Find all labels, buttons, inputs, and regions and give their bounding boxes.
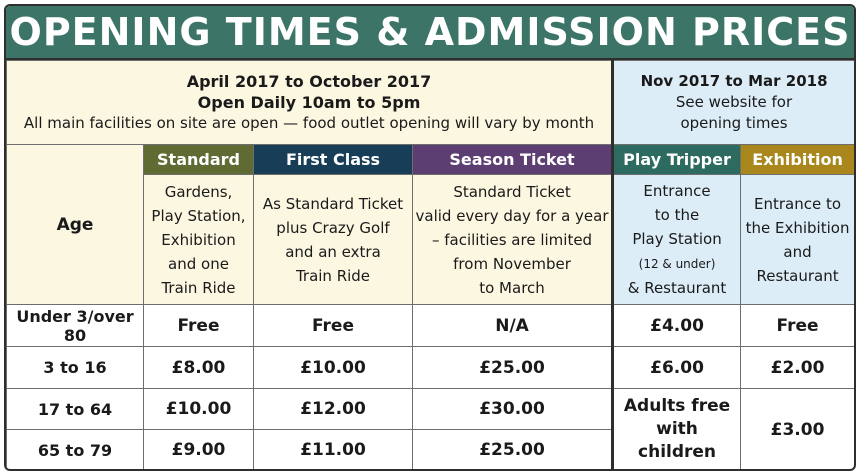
adult-exhibition-price: £3.00 bbox=[741, 389, 855, 471]
desc-line: Entrance bbox=[643, 182, 711, 200]
ticket-header-standard: Standard bbox=[144, 145, 254, 175]
desc-line: to March bbox=[479, 278, 545, 297]
desc-line: Train Ride bbox=[161, 278, 236, 297]
price-cell: £10.00 bbox=[254, 347, 413, 389]
desc-line: valid every day for a year bbox=[415, 206, 609, 225]
price-cell: £9.00 bbox=[144, 430, 254, 471]
price-cell: £8.00 bbox=[144, 347, 254, 389]
desc-line: to the bbox=[654, 206, 700, 224]
desc-line: Gardens, bbox=[164, 182, 233, 201]
desc-line: Restaurant bbox=[756, 266, 839, 285]
price-cell: Free bbox=[254, 305, 413, 347]
price-cell: £25.00 bbox=[413, 430, 613, 471]
ticket-header-play-tripper: Play Tripper bbox=[613, 145, 741, 175]
price-table bbox=[6, 60, 855, 471]
desc-line: Exhibition bbox=[161, 230, 236, 249]
summer-dates: April 2017 to October 2017 bbox=[186, 72, 432, 91]
desc-line: and bbox=[783, 242, 812, 261]
price-cell: N/A bbox=[413, 305, 613, 347]
age-65-to-79: 65 to 79 bbox=[7, 430, 144, 471]
price-cell: £6.00 bbox=[613, 347, 741, 389]
desc-line: the Exhibition bbox=[745, 218, 850, 237]
desc-line: Train Ride bbox=[295, 266, 371, 285]
desc-small-text: (12 & under) bbox=[638, 257, 716, 271]
page-title: OPENING TIMES & ADMISSION PRICES bbox=[6, 6, 854, 60]
desc-line: Play Station, bbox=[151, 206, 246, 225]
age-under3-over80: Under 3/over 80 bbox=[7, 305, 144, 347]
adult-play-line: Adults free bbox=[623, 396, 731, 416]
desc-line: Standard Ticket bbox=[453, 182, 571, 201]
price-cell: £2.00 bbox=[741, 347, 855, 389]
ticket-desc-standard bbox=[144, 175, 254, 305]
adult-play-line: with bbox=[656, 419, 698, 439]
price-cell: Free bbox=[144, 305, 254, 347]
ticket-desc-first-class bbox=[254, 175, 413, 305]
ticket-desc-exhibition bbox=[741, 175, 855, 305]
winter-note-2: opening times bbox=[680, 114, 788, 132]
price-cell: £4.00 bbox=[613, 305, 741, 347]
adult-play-tripper-cell bbox=[613, 389, 741, 471]
desc-line: and one bbox=[168, 254, 229, 273]
adult-play-line: children bbox=[638, 442, 717, 462]
age-3-to-16: 3 to 16 bbox=[7, 347, 144, 389]
desc-line-small bbox=[614, 251, 740, 276]
summer-season-info bbox=[7, 61, 613, 145]
price-cell: £12.00 bbox=[254, 389, 413, 430]
summer-hours: Open Daily 10am to 5pm bbox=[197, 93, 421, 112]
price-cell: £11.00 bbox=[254, 430, 413, 471]
ticket-desc-season bbox=[413, 175, 613, 305]
admission-board bbox=[4, 4, 856, 471]
desc-line: Entrance to bbox=[754, 194, 842, 213]
ticket-desc-play-tripper bbox=[613, 175, 741, 305]
winter-season-info bbox=[613, 61, 855, 145]
desc-line: and an extra bbox=[285, 242, 381, 261]
summer-note: All main facilities on site are open — food outlet opening will vary by month bbox=[23, 114, 595, 132]
desc-line: from November bbox=[453, 254, 571, 273]
desc-line: plus Crazy Golf bbox=[276, 218, 390, 237]
price-cell: £25.00 bbox=[413, 347, 613, 389]
desc-line: – facilities are limited bbox=[431, 230, 593, 249]
age-column-header: Age bbox=[7, 145, 144, 305]
age-17-to-64: 17 to 64 bbox=[7, 389, 144, 430]
winter-dates: Nov 2017 to Mar 2018 bbox=[640, 72, 828, 90]
desc-line: As Standard Ticket bbox=[262, 194, 404, 213]
desc-line: Play Station bbox=[632, 230, 722, 248]
price-cell: Free bbox=[741, 305, 855, 347]
ticket-header-exhibition: Exhibition bbox=[741, 145, 855, 175]
ticket-header-season: Season Ticket bbox=[413, 145, 613, 175]
ticket-header-first-class: First Class bbox=[254, 145, 413, 175]
desc-line: & Restaurant bbox=[627, 279, 727, 297]
price-cell: £30.00 bbox=[413, 389, 613, 430]
price-cell: £10.00 bbox=[144, 389, 254, 430]
winter-note-1: See website for bbox=[675, 93, 793, 111]
